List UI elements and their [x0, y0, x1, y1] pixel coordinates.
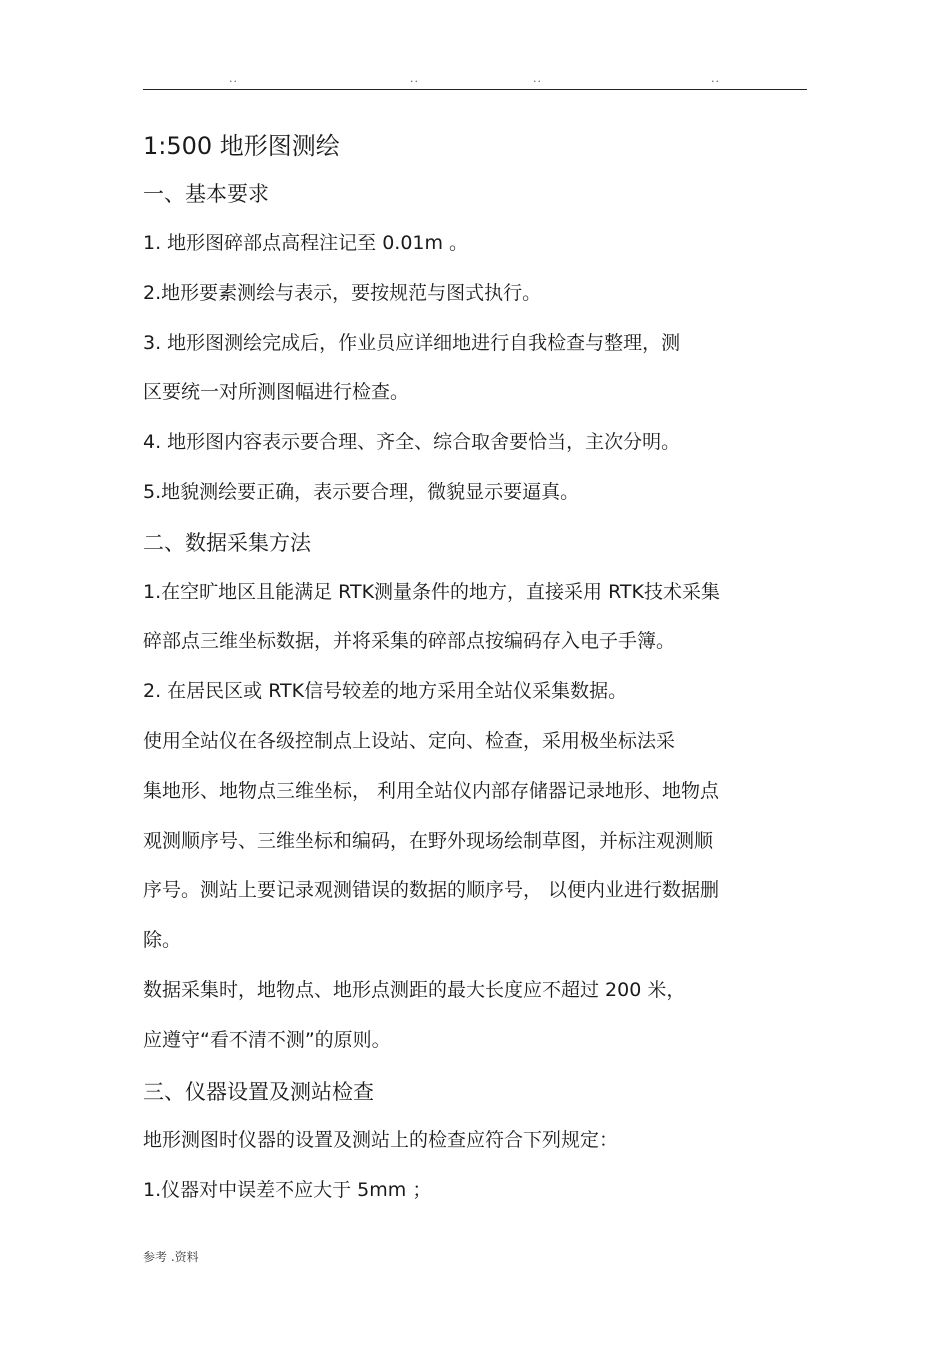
document-title: 1:500 地形图测绘 — [143, 132, 340, 160]
page-footer: 参考 .资料 — [143, 1250, 199, 1264]
paragraph-line: 区要统一对所测图幅进行检查。 — [143, 381, 410, 403]
paragraph-line: 4. 地形图内容表示要合理、齐全、综合取舍要恰当，主次分明。 — [143, 431, 681, 453]
paragraph-line: 序号。测站上要记录观测错误的数据的顺序号， 以便内业进行数据删 — [143, 879, 720, 901]
section-heading: 一、基本要求 — [143, 182, 269, 206]
paragraph-line: 2. 在居民区或 RTK信号较差的地方采用全站仪采集数据。 — [143, 680, 628, 702]
paragraph-line: 碎部点三维坐标数据，并将采集的碎部点按编码存入电子手簿。 — [143, 630, 676, 652]
paragraph-line: 地形测图时仪器的设置及测站上的检查应符合下列规定： — [143, 1129, 619, 1151]
header-dots: .. — [711, 72, 720, 85]
paragraph-line: 数据采集时，地物点、地形点测距的最大长度应不超过 200 米， — [143, 979, 686, 1001]
paragraph-line: 使用全站仪在各级控制点上设站、定向、检查，采用极坐标法采 — [143, 730, 676, 752]
section-heading: 二、数据采集方法 — [143, 531, 311, 555]
paragraph-line: 应遵守“看不清不测”的原则。 — [143, 1029, 391, 1051]
paragraph-line: 2.地形要素测绘与表示，要按规范与图式执行。 — [143, 282, 542, 304]
header-dots: .. — [410, 72, 419, 85]
header-dots: .. — [229, 72, 238, 85]
paragraph-line: 1.仪器对中误差不应大于 5mm ； — [143, 1179, 432, 1201]
paragraph-line: 1. 地形图碎部点高程注记至 0.01m 。 — [143, 232, 469, 254]
paragraph-line: 除。 — [143, 929, 182, 951]
paragraph-line: 5.地貌测绘要正确，表示要合理，微貌显示要逼真。 — [143, 481, 580, 503]
paragraph-line: 1.在空旷地区且能满足 RTK测量条件的地方，直接采用 RTK技术采集 — [143, 581, 720, 603]
paragraph-line: 观测顺序号、三维坐标和编码，在野外现场绘制草图，并标注观测顺 — [143, 830, 714, 852]
paragraph-line: 集地形、地物点三维坐标， 利用全站仪内部存储器记录地形、地物点 — [143, 780, 720, 802]
header-rule — [143, 89, 807, 90]
section-heading: 三、仪器设置及测站检查 — [143, 1080, 374, 1104]
paragraph-line: 3. 地形图测绘完成后，作业员应详细地进行自我检查与整理，测 — [143, 332, 681, 354]
header-dots: .. — [533, 72, 542, 85]
